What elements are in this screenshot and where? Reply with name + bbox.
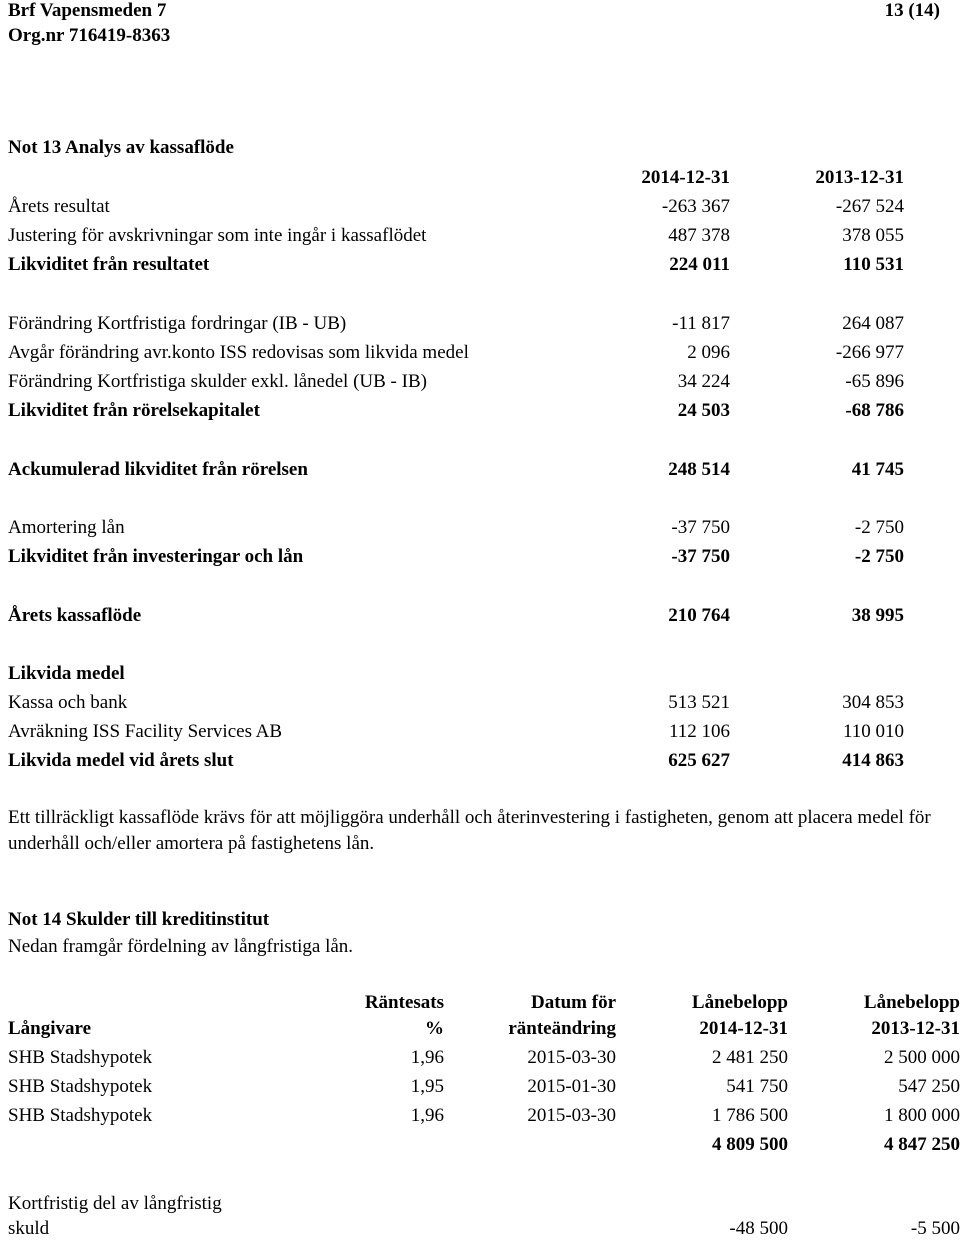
value-2014: 112 106 [668, 721, 730, 742]
value-2013: 110 531 [843, 254, 904, 275]
total-2013: 4 847 250 [884, 1134, 960, 1155]
row-label: Justering för avskrivningar som inte ingår i kassaflödet [8, 225, 427, 246]
lender: SHB Stadshypotek [8, 1105, 153, 1126]
table-row [8, 721, 904, 745]
table-row [8, 605, 904, 629]
rate: 1,96 [410, 1105, 444, 1126]
table-row [8, 517, 904, 541]
rate-change-date: 2015-03-30 [527, 1047, 616, 1068]
rate-change-date: 2015-03-30 [527, 1105, 616, 1126]
loan-table-header-top [8, 992, 960, 1016]
loan-total-row [8, 1134, 960, 1158]
header-date-2013: 2013-12-31 [871, 1018, 960, 1039]
row-label: Likviditet från investeringar och lån [8, 546, 304, 567]
header-rate-unit: % [425, 1018, 444, 1039]
table-row [8, 1105, 960, 1129]
row-label: Likviditet från rörelsekapitalet [8, 400, 260, 421]
value-2013: -2 750 [854, 517, 904, 538]
page-number: 13 (14) [884, 0, 940, 21]
row-label: Likvida medel vid årets slut [8, 750, 234, 771]
amount-2014: 2 481 250 [712, 1047, 788, 1068]
value-2014: -37 750 [671, 546, 730, 567]
total-2014: 4 809 500 [712, 1134, 788, 1155]
amount-2014: 541 750 [726, 1076, 788, 1097]
rate: 1,95 [410, 1076, 444, 1097]
value-2014: 625 627 [668, 750, 730, 771]
table-row [8, 254, 904, 278]
column-header-2014: 2014-12-31 [641, 167, 730, 188]
table-row [8, 750, 904, 774]
value-2014: 513 521 [668, 692, 730, 713]
short-term-label-line2: skuld [8, 1218, 50, 1239]
value-2013: 41 745 [851, 459, 904, 480]
value-2013: 378 055 [842, 225, 904, 246]
lender: SHB Stadshypotek [8, 1076, 153, 1097]
rate: 1,96 [410, 1047, 444, 1068]
short-term-2014: -48 500 [729, 1218, 788, 1239]
table-row [8, 663, 904, 687]
value-2014: 487 378 [668, 225, 730, 246]
row-label: Årets kassaflöde [8, 605, 142, 626]
value-2014: 24 503 [677, 400, 730, 421]
row-label: Årets resultat [8, 196, 110, 217]
value-2013: 414 863 [842, 750, 904, 771]
amount-2013: 547 250 [898, 1076, 960, 1097]
rate-change-date: 2015-01-30 [527, 1076, 616, 1097]
value-2013: 110 010 [842, 721, 904, 742]
value-2013: 38 995 [851, 605, 904, 626]
lender: SHB Stadshypotek [8, 1047, 153, 1068]
row-label: Förändring Kortfristiga fordringar (IB - UB) [8, 313, 347, 334]
table-row [8, 342, 904, 366]
value-2013: 304 853 [842, 692, 904, 713]
company-name: Brf Vapensmeden 7 [8, 0, 167, 21]
amount-2013: 2 500 000 [884, 1047, 960, 1068]
row-label: Avgår förändring avr.konto ISS redovisas som likvida medel [8, 342, 469, 363]
row-label: Likvida medel [8, 663, 125, 684]
value-2014: 210 764 [668, 605, 730, 626]
short-term-2013: -5 500 [910, 1218, 960, 1239]
table-row [8, 692, 904, 716]
value-2013: -267 524 [835, 196, 904, 217]
table-row [8, 371, 904, 395]
note14-subtitle: Nedan framgår fördelning av långfristiga lån. [8, 936, 354, 957]
row-label: Amortering lån [8, 517, 125, 538]
header-rate: Räntesats [364, 992, 444, 1013]
short-term-row [8, 1218, 960, 1242]
loan-table-header-bottom [8, 1018, 960, 1042]
value-2013: -68 786 [845, 400, 904, 421]
amount-2013: 1 800 000 [884, 1105, 960, 1126]
cashflow-paragraph: Ett tillräckligt kassaflöde krävs för att möjliggöra underhåll och återinvestering i fastigheten, genom att placera medel för underhåll och/eller amortera på fastighetens lån. [8, 807, 931, 854]
value-2014: -263 367 [661, 196, 730, 217]
table-row [8, 196, 904, 220]
column-header-2013: 2013-12-31 [815, 167, 904, 188]
table-row [8, 1047, 960, 1071]
row-label: Förändring Kortfristiga skulder exkl. lånedel (UB - IB) [8, 371, 427, 392]
header-date: Datum för [531, 992, 616, 1013]
note13-column-headers [8, 167, 904, 191]
value-2014: 224 011 [669, 254, 730, 275]
table-row [8, 313, 904, 337]
note14-title: Not 14 Skulder till kreditinstitut [8, 909, 270, 930]
row-label: Likviditet från resultatet [8, 254, 210, 275]
value-2014: 2 096 [687, 342, 730, 363]
value-2014: -37 750 [671, 517, 730, 538]
value-2013: 264 087 [842, 313, 904, 334]
row-label: Kassa och bank [8, 692, 128, 713]
value-2014: 248 514 [668, 459, 730, 480]
note13-title: Not 13 Analys av kassaflöde [8, 137, 234, 158]
table-row [8, 459, 904, 483]
header-amount-2013: Lånebelopp [863, 992, 960, 1013]
org-number: Org.nr 716419-8363 [8, 25, 171, 46]
header-date-2014: 2014-12-31 [699, 1018, 788, 1039]
header-date-sub: ränteändring [508, 1018, 616, 1039]
row-label: Avräkning ISS Facility Services AB [8, 721, 283, 742]
amount-2014: 1 786 500 [712, 1105, 788, 1126]
table-row [8, 546, 904, 570]
value-2013: -266 977 [835, 342, 904, 363]
value-2013: -2 750 [854, 546, 904, 567]
header-amount-2014: Lånebelopp [691, 992, 788, 1013]
table-row [8, 1076, 960, 1100]
value-2014: 34 224 [677, 371, 730, 392]
table-row [8, 225, 904, 249]
table-row [8, 400, 904, 424]
value-2014: -11 817 [672, 313, 730, 334]
row-label: Ackumulerad likviditet från rörelsen [8, 459, 308, 480]
short-term-label-line1: Kortfristig del av långfristig [8, 1193, 222, 1214]
value-2013: -65 896 [845, 371, 904, 392]
header-lender: Långivare [8, 1018, 92, 1039]
